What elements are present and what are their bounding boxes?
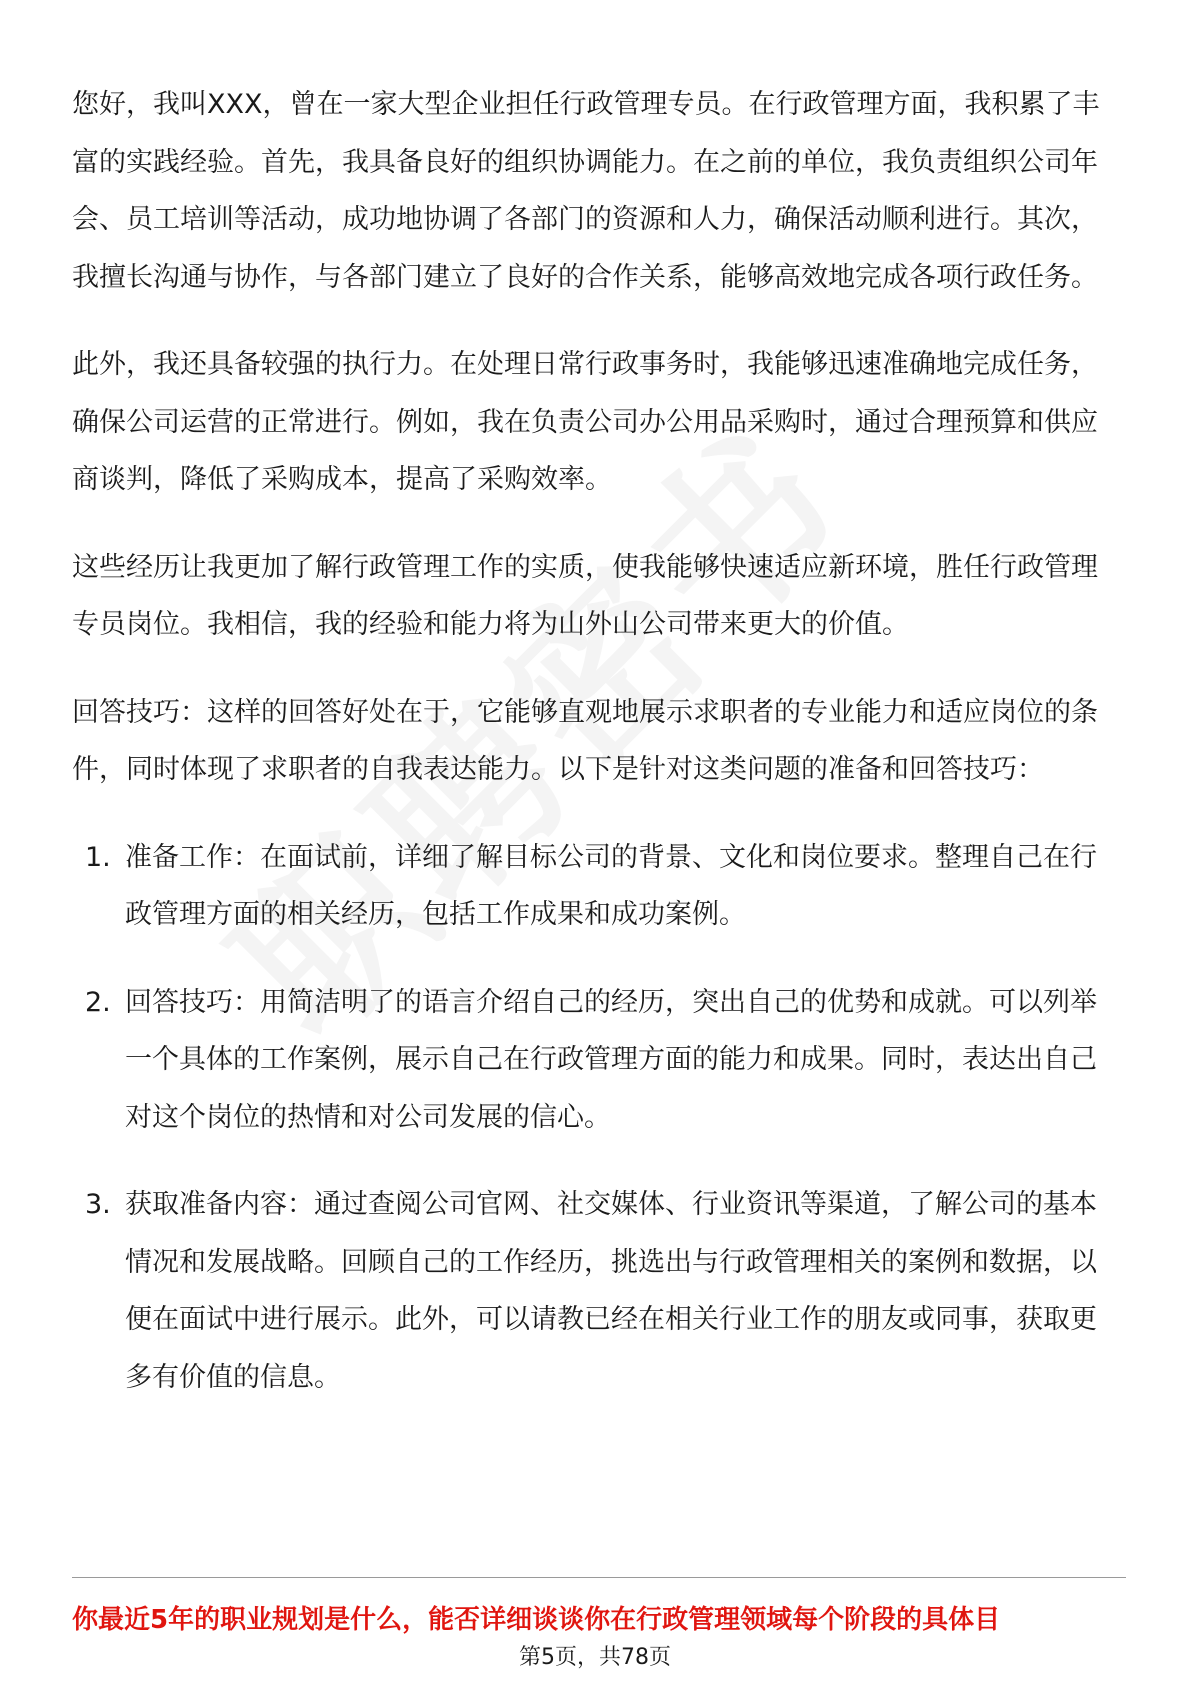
list-item — [72, 829, 1122, 944]
paragraph-execution: 此外，我还具备较强的执行力。在处理日常行政事务时，我能够迅速准确地完成任务，确保公司运营的正常进行。例如，我在负责公司办公用品采购时，通过合理预算和供应商谈判，降低了采购成本，提高了采购效率。 — [72, 349, 1098, 495]
list-item-number: 3. — [85, 1189, 111, 1220]
list-item-number: 1. — [85, 841, 111, 873]
list-item-text: 回答技巧：用简洁明了的语言介绍自己的经历，突出自己的优势和成就。可以列举一个具体的工作案例，展示自己在行政管理方面的能力和成果。同时，表达出自己对这个岗位的热情和对公司发展的信心。 — [125, 986, 1097, 1133]
next-question-heading: 你最近5年的职业规划是什么，能否详细谈谈你在行政管理领域每个阶段的具体目 — [72, 1605, 1001, 1635]
paragraph-answer-tips: 回答技巧：这样的回答好处在于，它能够直观地展示求职者的专业能力和适应岗位的条件，同时体现了求职者的自我表达能力。以下是针对这类问题的准备和回答技巧： — [72, 696, 1098, 785]
paragraph-intro: 您好，我叫XXX，曾在一家大型企业担任行政管理专员。在行政管理方面，我积累了丰富的实践经验。首先，我具备良好的组织协调能力。在之前的单位，我负责组织公司年会、员工培训等活动，成功地协调了各部门的资源和人力，确保活动顺利进行。其次，我擅长沟通与协作，与各部门建立了良好的合作关系，能够高效地完成各项行政任务。 — [72, 89, 1100, 293]
tips-list — [72, 829, 1122, 1407]
list-item — [72, 974, 1122, 1147]
footer-divider — [72, 1577, 1126, 1578]
list-item-text: 准备工作：在面试前，详细了解目标公司的背景、文化和岗位要求。整理自己在行政管理方面的相关经历，包括工作成果和成功案例。 — [125, 841, 1097, 930]
page-number: 第5页，共78页 — [519, 1645, 671, 1670]
list-item-number: 2. — [85, 986, 111, 1018]
list-item — [72, 1176, 1122, 1406]
list-item-text: 获取准备内容：通过查阅公司官网、社交媒体、行业资讯等渠道，了解公司的基本情况和发展战略。回顾自己的工作经历，挑选出与行政管理相关的案例和数据，以便在面试中进行展示。此外，可以请教已经在相关行业工作的朋友或同事，获取更多有价值的信息。 — [125, 1189, 1097, 1393]
paragraph-summary: 这些经历让我更加了解行政管理工作的实质，使我能够快速适应新环境，胜任行政管理专员岗位。我相信，我的经验和能力将为山外山公司带来更大的价值。 — [72, 551, 1098, 640]
document-body — [72, 76, 1122, 1436]
